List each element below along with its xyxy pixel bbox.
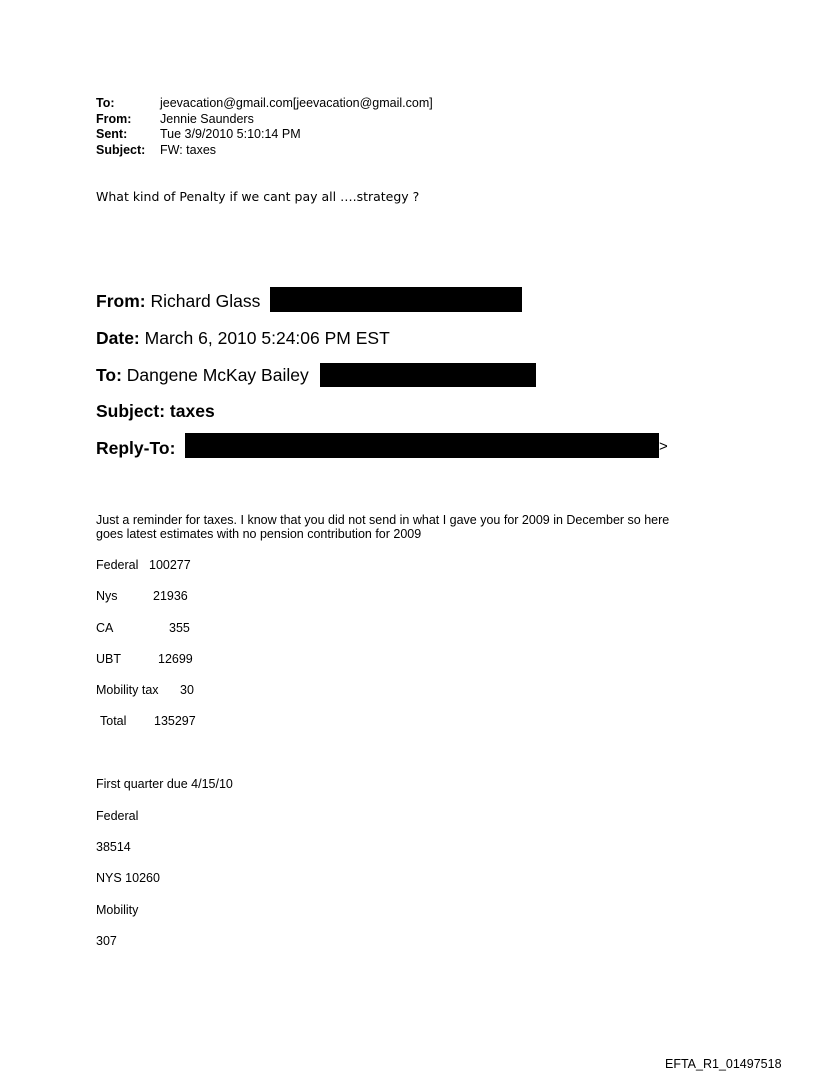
fq-federal-label: Federal <box>96 809 139 823</box>
replyto-tail: > <box>659 438 668 455</box>
header-sent-row <box>96 127 433 143</box>
intro-line-2: goes latest estimates with no pension contribution for 2009 <box>96 527 422 541</box>
redaction-block <box>320 363 536 387</box>
subject-value: FW: taxes <box>160 142 217 157</box>
intro-line-1: Just a reminder for taxes. I know that you did not send in what I gave you for 2009 in December so here <box>96 513 670 527</box>
mobility-tax-row <box>96 683 194 697</box>
fwd-from-line <box>96 290 260 312</box>
fq-nys-line: NYS 10260 <box>96 871 160 885</box>
header-from-row <box>96 112 433 128</box>
fwd-subject-label: Subject: <box>96 401 166 421</box>
ubt-value: 12699 <box>158 652 193 666</box>
fwd-subject-line <box>96 400 215 422</box>
total-value: 135297 <box>154 714 196 728</box>
from-value: Jennie Saunders <box>160 111 254 126</box>
ca-row <box>96 621 190 635</box>
header-subject-row <box>96 143 433 159</box>
nys-value: 21936 <box>153 589 188 603</box>
fwd-to-label: To: <box>96 365 122 385</box>
fwd-replyto-label: Reply-To: <box>96 438 176 458</box>
redaction-block <box>270 287 522 312</box>
subject-label: Subject: <box>96 142 146 157</box>
to-label: To: <box>96 96 115 110</box>
sent-label: Sent: <box>96 127 128 141</box>
mobility-tax-value: 30 <box>180 683 194 697</box>
ca-value: 355 <box>169 621 190 635</box>
federal-row <box>96 558 191 572</box>
fwd-date-line <box>96 327 390 349</box>
document-id: EFTA_R1_01497518 <box>665 1057 782 1071</box>
ubt-label: UBT <box>96 652 121 666</box>
total-label: Total <box>100 714 127 728</box>
to-value: jeevacation@gmail.com[jeevacation@gmail.com] <box>160 96 433 110</box>
fwd-subject-value: taxes <box>169 401 215 421</box>
fwd-from-value: Richard Glass <box>150 291 261 311</box>
fq-mobility-label: Mobility <box>96 903 139 917</box>
from-label: From: <box>96 111 132 126</box>
fwd-from-label: From: <box>96 291 146 311</box>
fwd-to-value: Dangene McKay Bailey <box>126 365 309 385</box>
mobility-tax-label: Mobility tax <box>96 683 159 697</box>
fwd-replyto-line <box>96 437 175 459</box>
redaction-block <box>185 433 659 458</box>
header-to-row <box>96 96 433 112</box>
federal-label: Federal <box>96 558 139 572</box>
ubt-row <box>96 652 193 666</box>
fwd-to-line <box>96 364 309 386</box>
fq-federal-value: 38514 <box>96 840 131 854</box>
fwd-date-label: Date: <box>96 328 140 348</box>
message-text: What kind of Penalty if we cant pay all ….strategy ? <box>96 189 420 204</box>
nys-row <box>96 589 188 603</box>
email-header <box>96 96 433 158</box>
fwd-date-value: March 6, 2010 5:24:06 PM EST <box>144 328 390 348</box>
first-quarter-line: First quarter due 4/15/10 <box>96 777 233 791</box>
fq-mobility-value: 307 <box>96 934 117 948</box>
nys-label: Nys <box>96 589 118 603</box>
ca-label: CA <box>96 621 114 635</box>
sent-value: Tue 3/9/2010 5:10:14 PM <box>160 127 301 141</box>
federal-value: 100277 <box>149 558 191 572</box>
